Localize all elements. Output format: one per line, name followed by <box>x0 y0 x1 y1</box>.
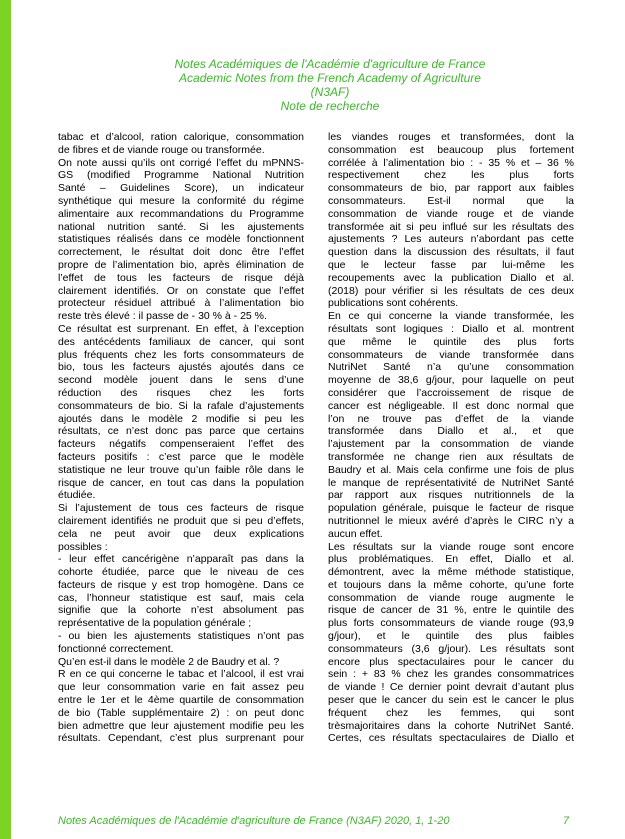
text-line: protecteur résiduel attribué à l’alimentation bio <box>58 297 304 310</box>
text-line: national nutrition santé. Si les ajustements <box>58 220 304 233</box>
text-line: Santé – Guidelines Score), un indicateur <box>58 182 304 195</box>
text-line: possibles : <box>58 540 108 553</box>
text-line: le manque de représentativité de NutriNet Santé <box>328 476 574 489</box>
text-line: propre de l’alimentation bio, après élimination de <box>58 258 304 271</box>
text-line: résultats sont logiques : Diallo et al. montrent <box>328 322 574 335</box>
header-line-3: (N3AF) <box>310 85 350 99</box>
text-line: alimentaire aux recommandations du Programme <box>58 207 304 220</box>
text-line: nutritionnel le mieux avéré d’après le CIRC n’y a <box>328 514 574 527</box>
header-line-4: Note de recherche <box>280 99 380 113</box>
green-side-bar <box>0 0 11 839</box>
text-line: Les résultats sur la viande rouge sont encore <box>328 540 574 553</box>
text-line: que même le quintile des plus forts <box>328 335 574 348</box>
text-line: consommateurs (3,6 g/jour). Les résultats sont <box>328 642 574 655</box>
text-line: les viandes rouges et transformées, dont la <box>328 131 574 143</box>
text-line: réduction des risques chez les forts <box>58 386 304 399</box>
text-line: statistiques réalisés dans ce modèle fonctionnent <box>58 233 304 246</box>
text-line: Si l’ajustement de tous ces facteurs de risque <box>58 502 304 515</box>
text-line: que le lecteur fasse par lui-même les <box>328 258 574 271</box>
text-line: consommateurs. Est-il normal que la <box>328 194 574 207</box>
text-line: signifie que la cohorte n’est absolument pas <box>58 604 304 617</box>
text-line: correctement, le résultat doit donc être l’effet <box>58 246 304 259</box>
text-line: recoupements avec la publication Diallo et al. <box>328 271 574 284</box>
text-line: second modèle jouent dans le sens d’une <box>58 374 304 387</box>
text-line: consommateurs de bio, par rapport aux faibles <box>328 182 574 195</box>
text-line: En ce qui concerne la viande transformée, les <box>328 310 574 323</box>
text-line: ajustements ? Les auteurs n’abordant pas cette <box>328 233 574 246</box>
text-line: consommateurs de bio. Si la rafale d’ajustements <box>58 399 304 412</box>
text-line: plus fréquents chez les forts consommateurs de <box>58 348 304 361</box>
text-line: tabac et d’alcool, ration calorique, consommation <box>58 131 304 143</box>
text-line: publications sont cohérents. <box>328 297 459 310</box>
text-line: facteurs négatifs compenseraient l’effet des <box>58 438 304 451</box>
text-line: bio, tous les facteurs ajustés ajoutés dans ce <box>58 361 304 374</box>
text-line: respectivement chez les plus forts <box>328 169 574 182</box>
text-line: moyenne de 38,6 g/jour, pour laquelle on peut <box>328 374 574 387</box>
text-line: consommation de viande rouge augmente le <box>328 591 574 604</box>
text-line: Baudry et al. Mais cela confirme une fois de plus <box>328 463 574 476</box>
text-line: Qu’en est-il dans le modèle 2 de Baudry et al. ? <box>58 655 280 668</box>
text-line: et toujours dans la même cohorte, qu’une forte <box>328 578 574 591</box>
text-line: transformée ne change rien aux résultats de <box>328 450 574 463</box>
text-line: l’effet de tous les facteurs de risque déjà <box>58 271 304 284</box>
text-line: bien admettre que leur ajustement modifie peu les <box>58 719 304 732</box>
text-line: étudiée. <box>58 489 96 502</box>
text-line: Ce résultat est surprenant. En effet, à l’exception <box>58 322 304 335</box>
text-line: plus problématiques. En effet, Diallo et al. <box>328 553 574 566</box>
text-line: plus forts consommateurs de viande rouge (93,9 <box>328 617 574 630</box>
text-line: transformée ait si peu influé sur les résultats des <box>328 220 574 233</box>
text-line: ajoutés dans le modèle 2 modifie si peu les <box>58 412 304 425</box>
text-line: clairement identifiés. Or on constate que l’effet <box>58 284 304 297</box>
text-line: consommation est beaucoup plus fortement <box>328 143 574 156</box>
text-line: g/jour), et le quintile des plus faibles <box>328 630 574 643</box>
page-number: 7 <box>563 815 570 827</box>
text-line: de bio (Table supplémentaire 2) : on peut donc <box>58 706 304 719</box>
left-column <box>58 131 304 745</box>
text-line: fonctionné correctement. <box>58 642 174 655</box>
text-line: risque de cancer de 31 %, entre le quintile des <box>328 604 574 617</box>
text-line: R en ce qui concerne le tabac et l’alcool, il est vrai <box>58 668 304 681</box>
text-line: population générale, puisque le facteur de risque <box>328 502 574 515</box>
text-line: statistique ne leur trouve qu’un faible rôle dans le <box>58 463 304 476</box>
text-line: cancer est négligeable. Il est donc normal que <box>328 399 574 412</box>
text-line: Certes, ces résultats spectaculaires de Diallo et <box>328 732 574 745</box>
footer-citation: Notes Académiques de l'Académie d'agriculture de France (N3AF) 2020, 1, 1-20 <box>58 815 450 827</box>
text-line: de fibres et de viande rouge ou transformée. <box>58 143 265 156</box>
text-line: NutriNet Santé n’a qu’une consommation <box>328 361 574 374</box>
text-line: démontrent, avec la même méthode statistique, <box>328 566 574 579</box>
text-line: synthétique qui mesure la conformité du régime <box>58 194 304 207</box>
text-line: cas, l’honneur statistique est sauf, mais cela <box>58 591 304 604</box>
text-line: GS (modified Programme National Nutrition <box>58 169 304 182</box>
text-line: représentative de la population générale ; <box>58 617 252 630</box>
text-line: cela ne peut avoir que deux explications <box>58 527 304 540</box>
text-line: considérer que l’accroissement de risque de <box>328 386 574 399</box>
text-line: de viande ! Ce dernier point devrait d’autant plus <box>328 681 574 694</box>
text-line: On note aussi qu’ils ont corrigé l’effet du mPNNS- <box>58 156 304 169</box>
text-line: facteurs positifs : c’est parce que le modèle <box>58 450 304 463</box>
text-line: facteurs de risque y est trop homogène. Dans ce <box>58 578 304 591</box>
text-line: reste très élevé : il passe de - 30 % à - 25 %. <box>58 310 267 323</box>
text-line: que leur consommation varie en fait assez peu <box>58 681 304 694</box>
text-line: - ou bien les ajustements statistiques n’ont pas <box>58 630 304 643</box>
text-line: aucun effet. <box>328 527 383 540</box>
text-line: entre le 1er et le 4ème quartile de consommation <box>58 694 304 707</box>
text-line: (2018) pour vérifier si les résultats de ces deux <box>328 284 574 297</box>
text-line: trèsmajoritaires dans la cohorte NutriNet Santé. <box>328 719 574 732</box>
header-line-2: Academic Notes from the French Academy of Agriculture <box>179 71 481 85</box>
text-line: peser que le cancer du sein est le cancer le plus <box>328 694 574 707</box>
header-line-1: Notes Académiques de l'Académie d'agriculture de France <box>174 57 486 71</box>
text-line: consommation de viande rouge et de viande <box>328 207 574 220</box>
text-line: des antécédents familiaux de cancer, qui sont <box>58 335 304 348</box>
text-line: consommateurs de viande transformée dans <box>328 348 574 361</box>
text-line: cohorte étudiée, parce que le niveau de ces <box>58 566 304 579</box>
text-line: résultats, ce n’est donc pas parce que certains <box>58 425 304 438</box>
text-line: l’ajustement par la consommation de viande <box>328 438 574 451</box>
text-line: l’on ne trouve pas d’effet de la viande <box>328 412 574 425</box>
text-line: sein : + 83 % chez les grandes consommatrices <box>328 668 574 681</box>
text-line: fréquent chez les femmes, qui sont <box>328 706 574 719</box>
journal-header <box>140 57 520 113</box>
text-line: clairement identifiés ne produit que si peu d’effets, <box>58 514 304 527</box>
text-line: question dans la discussion des résultats, il faut <box>328 246 574 259</box>
text-line: corrélée à l’alimentation bio : - 35 % et – 36 % <box>328 156 574 169</box>
text-line: par rapport aux risques nutritionnels de la <box>328 489 574 502</box>
text-line: - leur effet cancérigène n’apparaît pas dans la <box>58 553 304 566</box>
text-line: résultats. Cependant, c’est plus surprenant pour <box>58 732 304 745</box>
right-column <box>328 131 574 745</box>
text-line: transformée dans Diallo et al., et que <box>328 425 574 438</box>
text-line: risque de cancer, en tout cas dans la population <box>58 476 304 489</box>
text-line: encore plus spectaculaires pour le cancer du <box>328 655 574 668</box>
